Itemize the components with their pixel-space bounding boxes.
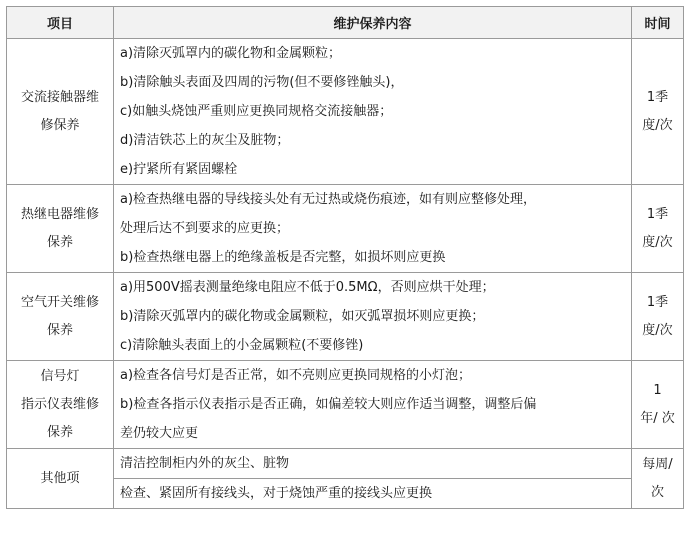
row-content-cell [114, 479, 632, 509]
content-line: d)清洁铁芯上的灰尘及脏物； [120, 133, 290, 148]
content-line: e)拧紧所有紧固螺栓 [120, 162, 238, 177]
header-time: 时间 [632, 7, 684, 39]
content-line: a)检查各信号灯是否正常，如不亮则应更换同规格的小灯泡； [120, 368, 472, 383]
header-item: 项目 [7, 7, 114, 39]
content-line: b)检查各指示仪表指示是否正确，如偏差较大则应作适当调整，调整后偏 [120, 397, 537, 412]
table-row [7, 185, 684, 273]
row-item-cell: 交流接触器维 修保养 [7, 39, 114, 185]
table-row [7, 361, 684, 449]
row-item-cell: 信号灯 指示仪表维修 保养 [7, 361, 114, 449]
table-header-row [7, 7, 684, 39]
row-content-cell [114, 39, 632, 185]
row-content-cell [114, 361, 632, 449]
content-line: 差仍较大应更 [120, 426, 199, 441]
table-row [7, 273, 684, 361]
row-time-cell: 1季 度/次 [632, 273, 684, 361]
row-content-cell [114, 273, 632, 361]
content-line: b)清除灭弧罩内的碳化物或金属颗粒，如灭弧罩损坏则应更换； [120, 309, 485, 324]
row-item-cell: 其他项 [7, 449, 114, 509]
row-content-cell [114, 449, 632, 479]
content-line: c)清除触头表面上的小金属颗粒(不要修锉) [120, 338, 364, 353]
row-time-cell: 每周/ 次 [632, 449, 684, 509]
content-line: a)用500V摇表测量绝缘电阻应不低于0.5MΩ，否则应烘干处理； [120, 280, 495, 295]
row-content-cell [114, 185, 632, 273]
maintenance-table-wrapper [6, 6, 684, 509]
row-time-cell: 1季 度/次 [632, 185, 684, 273]
content-line: a)清除灭弧罩内的碳化物和金属颗粒； [120, 46, 342, 61]
table-row [7, 449, 684, 479]
content-line: a)检查热继电器的导线接头处有无过热或烧伤痕迹，如有则应整修处理， [120, 192, 537, 207]
row-item-cell: 热继电器维修 保养 [7, 185, 114, 273]
row-time-cell: 1季 度/次 [632, 39, 684, 185]
content-line: 检查、紧固所有接线头，对于烧蚀严重的接线头应更换 [120, 486, 433, 501]
header-content: 维护保养内容 [114, 7, 632, 39]
table-row [7, 39, 684, 185]
row-item-cell: 空气开关维修 保养 [7, 273, 114, 361]
content-line: b)清除触头表面及四周的污物(但不要修锉触头)， [120, 75, 404, 90]
maintenance-table [6, 6, 684, 509]
content-line: 处理后达不到要求的应更换； [120, 221, 290, 236]
content-line: b)检查热继电器上的绝缘盖板是否完整，如损坏则应更换 [120, 250, 446, 265]
content-line: 清洁控制柜内外的灰尘、脏物 [120, 456, 290, 471]
row-time-cell: 1 年/ 次 [632, 361, 684, 449]
content-line: c)如触头烧蚀严重则应更换同规格交流接触器； [120, 104, 393, 119]
